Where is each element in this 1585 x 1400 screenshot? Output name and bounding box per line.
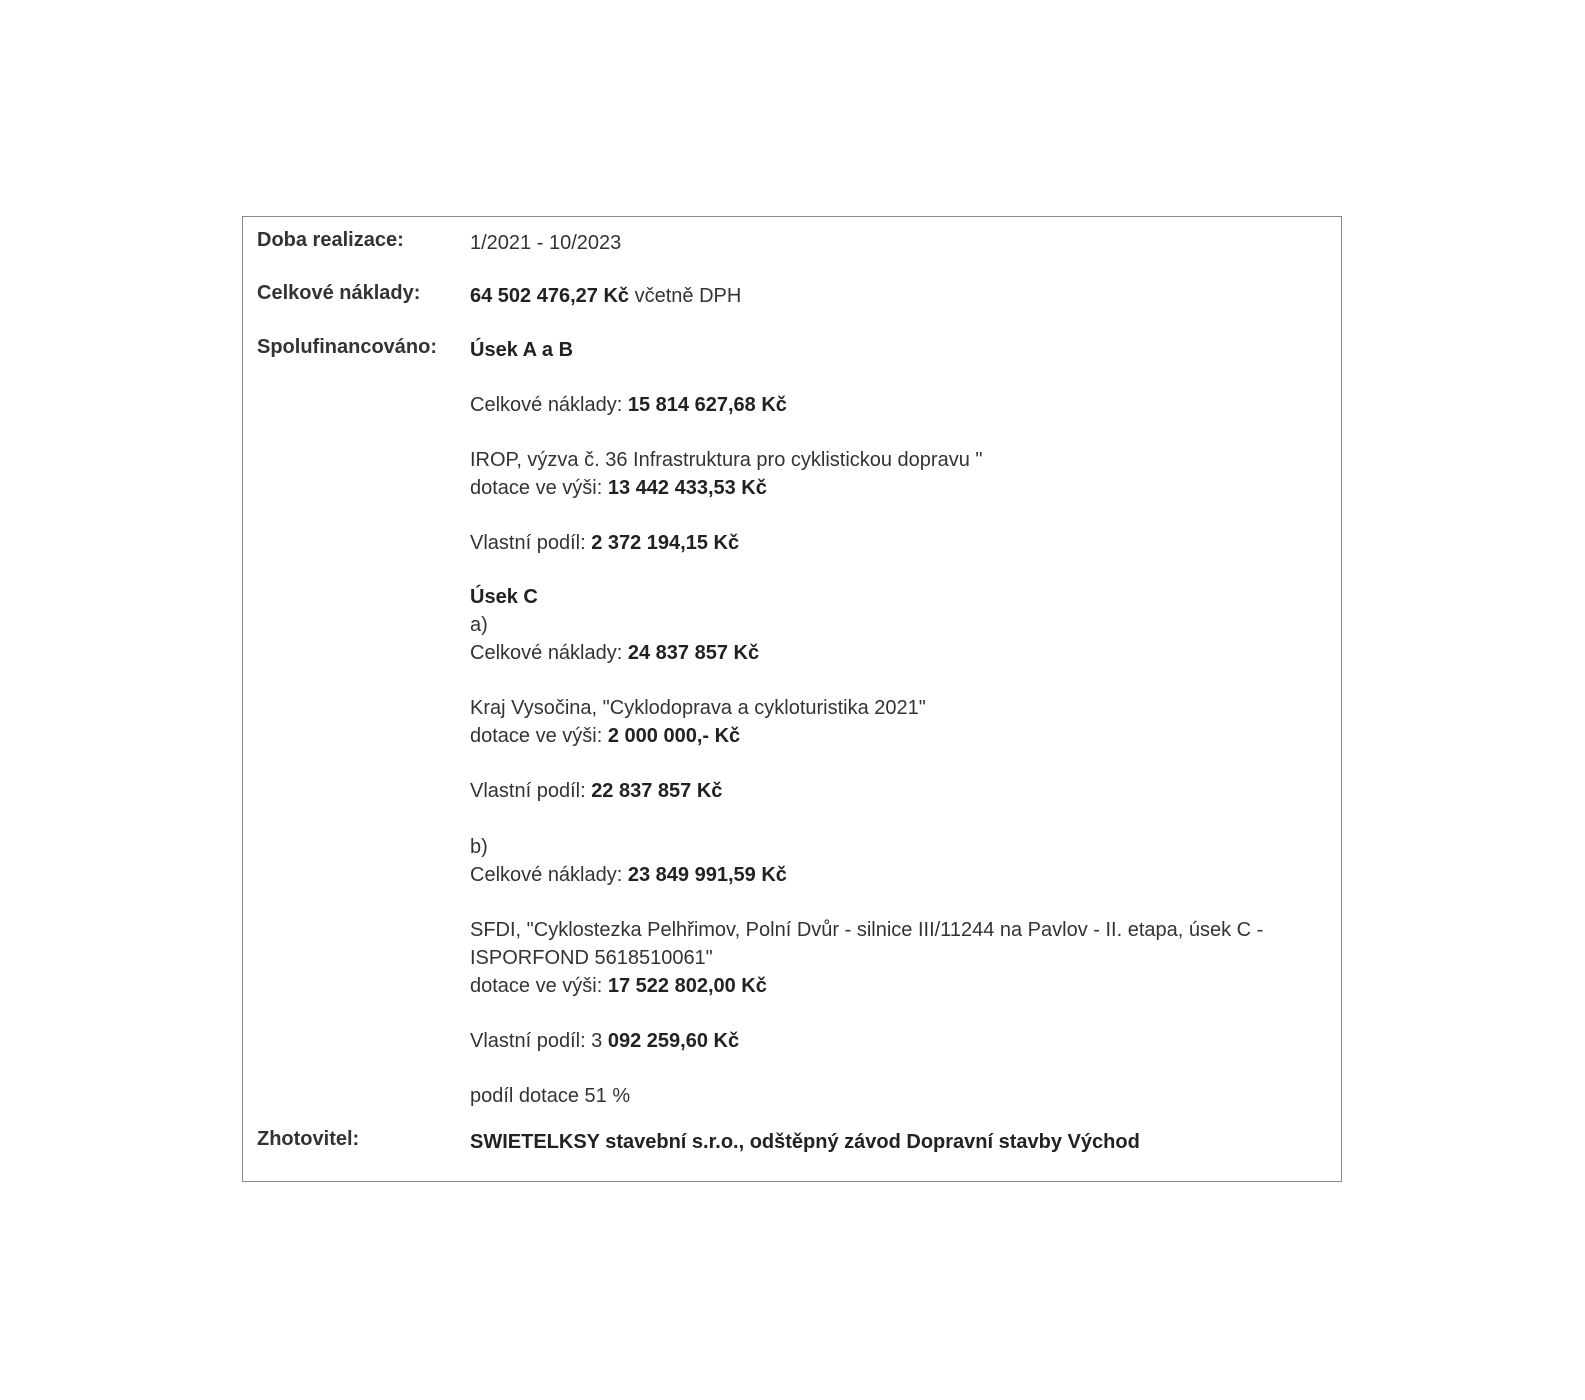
usek-c-a-own (470, 777, 1330, 805)
zhotovitel-name: SWIETELKSY stavební s.r.o., odštěpný závod Dopravní stavby Východ (470, 1131, 1140, 1153)
usek-ab-own-value: 2 372 194,15 Kč (591, 532, 740, 554)
celkove-naklady-amount: 64 502 476,27 Kč (470, 285, 630, 307)
usek-c-a-total-value: 24 837 857 Kč (627, 642, 760, 664)
usek-c-b-own (470, 1027, 1330, 1055)
usek-c-b-total (470, 861, 1330, 889)
usek-c-a-grant (470, 722, 1330, 750)
usek-c-b-grant (470, 972, 1330, 1000)
doba-realizace-text: 1/2021 - 10/2023 (470, 232, 622, 254)
value-celkove-naklady (470, 282, 1330, 310)
project-info-panel (242, 216, 1342, 1182)
value-zhotovitel (470, 1128, 1330, 1156)
label-celkove-naklady: Celkové náklady: (257, 282, 421, 304)
usek-c-a-total (470, 639, 1330, 667)
usek-ab-total (470, 391, 1330, 419)
usek-c-title: Úsek C (470, 586, 538, 608)
label-zhotovitel: Zhotovitel: (257, 1128, 360, 1150)
value-doba-realizace (470, 229, 1330, 257)
usek-c-b-own-label: Vlastní podíl: 3 (470, 1030, 608, 1052)
usek-c-b-program: SFDI, "Cyklostezka Pelhřimov, Polní Dvůr - silnice III/11244 na Pavlov - II. etapa, úsek C - ISPORFOND 5618510061" (470, 919, 1264, 969)
usek-c-a-own-label: Vlastní podíl: (470, 780, 592, 802)
usek-ab-total-label: Celkové náklady: (470, 394, 628, 416)
usek-c-a-program: Kraj Vysočina, "Cyklodoprava a cykloturistika 2021" (470, 697, 926, 719)
usek-ab-title: Úsek A a B (470, 339, 574, 361)
celkove-naklady-suffix: včetně DPH (629, 285, 742, 307)
usek-ab-total-value: 15 814 627,68 Kč (627, 394, 787, 416)
label-spolufinancovano: Spolufinancováno: (257, 336, 437, 358)
usek-ab-grant-value: 13 442 433,53 Kč (607, 477, 767, 499)
usek-c-b-grant-value: 17 522 802,00 Kč (607, 975, 767, 997)
usek-ab-own (470, 529, 1330, 557)
usek-ab-own-label: Vlastní podíl: (470, 532, 592, 554)
usek-c-a-own-value: 22 837 857 Kč (591, 780, 723, 802)
usek-ab-grant-label: dotace ve výši: (470, 477, 608, 499)
usek-c-a-grant-value: 2 000 000,- Kč (607, 725, 741, 747)
value-spolufinancovano (470, 336, 1330, 1110)
label-doba-realizace: Doba realizace: (257, 229, 404, 251)
usek-ab-grant (470, 474, 1330, 502)
usek-c-b-marker: b) (470, 836, 488, 858)
usek-c-a-grant-label: dotace ve výši: (470, 725, 608, 747)
usek-c-b-own-value: 092 259,60 Kč (607, 1030, 740, 1052)
usek-c-a-marker: a) (470, 614, 488, 636)
usek-c-b-share: podíl dotace 51 % (470, 1085, 631, 1107)
usek-c-b-total-label: Celkové náklady: (470, 864, 628, 886)
usek-c-b-grant-label: dotace ve výši: (470, 975, 608, 997)
usek-c-b-total-value: 23 849 991,59 Kč (627, 864, 787, 886)
usek-ab-program: IROP, výzva č. 36 Infrastruktura pro cyklistickou dopravu " (470, 449, 983, 471)
usek-c-a-total-label: Celkové náklady: (470, 642, 628, 664)
